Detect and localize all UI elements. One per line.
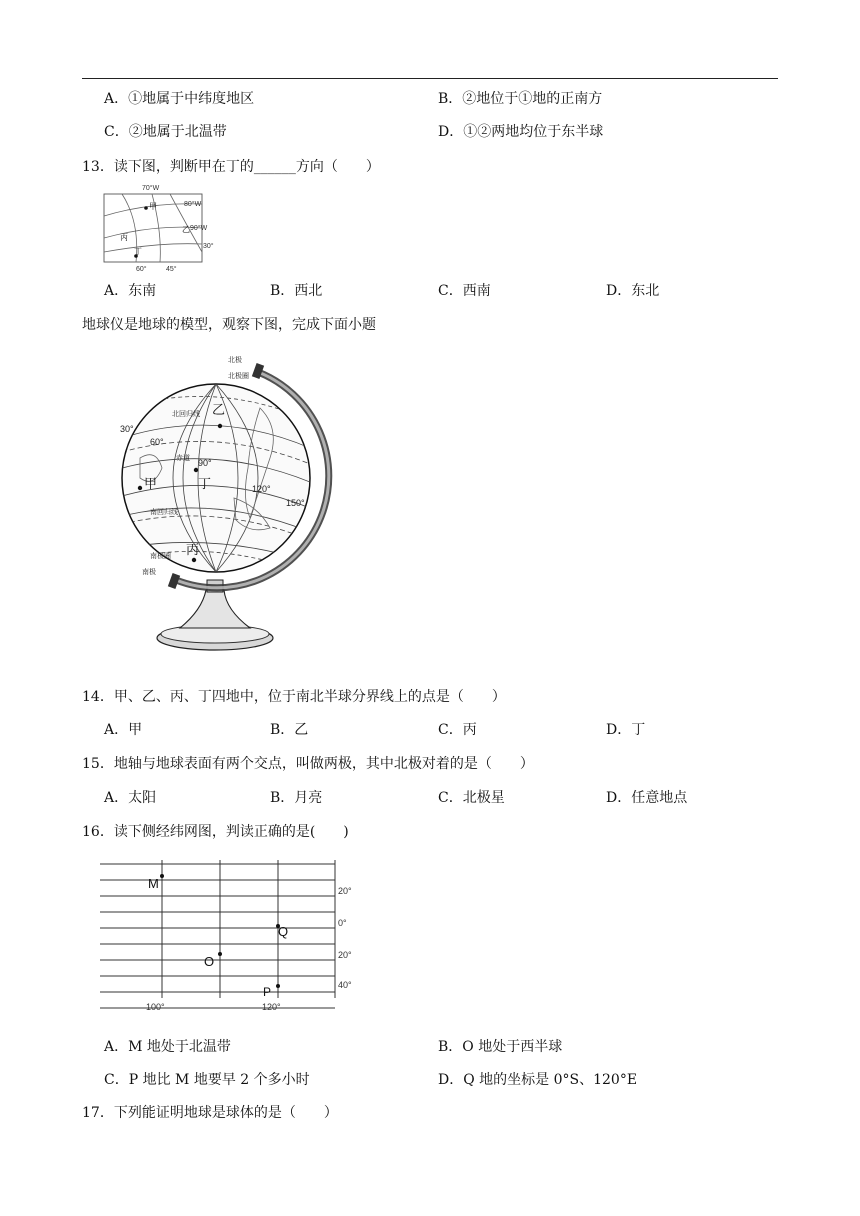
q16-option-a[interactable]: A．M 地处于北温带 bbox=[104, 1039, 231, 1055]
q16-label-m: M bbox=[148, 876, 159, 891]
q16-stem: 16．读下侧经纬网图，判读正确的是( ) bbox=[82, 824, 349, 840]
q16-label-q: Q bbox=[278, 924, 289, 939]
globe-label-tropic-s: 南回归线 bbox=[150, 509, 178, 516]
q12-option-b[interactable]: B．②地位于①地的正南方 bbox=[438, 91, 603, 107]
q14-option-d[interactable]: D．丁 bbox=[606, 722, 646, 738]
q14-stem: 14．甲、乙、丙、丁四地中，位于南北半球分界线上的点是（ ） bbox=[82, 689, 506, 705]
q15-option-a[interactable]: A．太阳 bbox=[104, 790, 157, 806]
q14-option-c[interactable]: C．丙 bbox=[438, 722, 477, 738]
q16-point-m bbox=[160, 874, 164, 878]
q13-label-bing: 丙 bbox=[120, 233, 128, 242]
globe-point-ding bbox=[194, 468, 198, 472]
q13-label-80w: 80°W bbox=[184, 201, 202, 208]
globe-label-90: 90° bbox=[198, 458, 212, 468]
q13-option-c[interactable]: C．西南 bbox=[438, 283, 491, 299]
q13-stem: 13．读下图，判断甲在丁的______方向（ ） bbox=[82, 159, 380, 175]
globe-point-jia bbox=[138, 486, 142, 490]
globe-label-north-pole: 北极 bbox=[228, 357, 242, 364]
globe-label-60: 60° bbox=[150, 437, 164, 447]
globe-label-yi: 乙 bbox=[212, 402, 226, 417]
q13-label-ding: 丁 bbox=[134, 247, 142, 256]
q16-point-o bbox=[218, 952, 222, 956]
globe-label-antarctic: 南极圈 bbox=[150, 553, 171, 560]
q13-label-yi: 乙 bbox=[182, 225, 190, 234]
q16-point-p bbox=[276, 984, 280, 988]
globe-label-ding: 丁 bbox=[198, 476, 212, 491]
globe-point-yi bbox=[218, 424, 222, 428]
globe-label-bing: 丙 bbox=[186, 542, 200, 557]
globe-label-tropic-n: 北回归线 bbox=[172, 411, 200, 418]
q13-option-b[interactable]: B．西北 bbox=[270, 283, 323, 299]
q12-option-d[interactable]: D．①②两地均位于东半球 bbox=[438, 124, 604, 140]
globe-label-arctic: 北极圈 bbox=[228, 373, 249, 380]
q15-option-b[interactable]: B．月亮 bbox=[270, 790, 323, 806]
q12-option-a[interactable]: A．①地属于中纬度地区 bbox=[104, 91, 255, 107]
globe-label-120: 120° bbox=[252, 484, 271, 494]
globe-point-bing bbox=[192, 558, 196, 562]
q17-stem: 17．下列能证明地球是球体的是（ ） bbox=[82, 1105, 338, 1121]
q16-label-p: P bbox=[263, 985, 272, 999]
q14-option-b[interactable]: B．乙 bbox=[270, 722, 309, 738]
globe-figure bbox=[110, 348, 340, 658]
q13-option-a[interactable]: A．东南 bbox=[104, 283, 157, 299]
globe-intro: 地球仪是地球的模型，观察下图，完成下面小题 bbox=[82, 317, 376, 333]
q13-option-d[interactable]: D．东北 bbox=[606, 283, 660, 299]
q16-label-lon100: 100° bbox=[146, 1002, 165, 1012]
q13-label-60: 60° bbox=[136, 266, 147, 273]
q14-option-a[interactable]: A．甲 bbox=[104, 722, 143, 738]
q13-label-90w: 90°W bbox=[190, 225, 208, 232]
q16-label-o: O bbox=[204, 954, 215, 969]
q16-label-lat20-bottom: 20° bbox=[338, 950, 352, 960]
q16-option-b[interactable]: B．O 地处于西半球 bbox=[438, 1039, 563, 1055]
q16-option-c[interactable]: C．P 地比 M 地要早 2 个多小时 bbox=[104, 1072, 310, 1088]
q13-graticule-figure bbox=[100, 182, 220, 274]
q16-label-lat0: 0° bbox=[338, 918, 347, 928]
q13-label-30: 30° bbox=[203, 243, 214, 250]
q16-label-lat40: 40° bbox=[338, 980, 352, 990]
globe-label-south-pole: 南极 bbox=[142, 569, 156, 576]
q16-label-lat20-top: 20° bbox=[338, 886, 352, 896]
q16-grid-figure bbox=[100, 856, 380, 1016]
q12-option-c[interactable]: C．②地属于北温带 bbox=[104, 124, 227, 140]
q13-label-jia: 甲 bbox=[149, 202, 157, 211]
q13-label-70w: 70°W bbox=[142, 185, 160, 192]
header-rule bbox=[82, 78, 778, 79]
q15-option-c[interactable]: C．北极星 bbox=[438, 790, 505, 806]
globe-label-jia: 甲 bbox=[144, 476, 158, 491]
q16-option-d[interactable]: D．Q 地的坐标是 0°S、120°E bbox=[438, 1072, 638, 1088]
q15-stem: 15．地轴与地球表面有两个交点，叫做两极，其中北极对着的是（ ） bbox=[82, 756, 534, 772]
globe-label-equator: 赤道 bbox=[176, 455, 190, 462]
q13-point-jia bbox=[144, 206, 148, 210]
globe-label-30: 30° bbox=[120, 424, 134, 434]
q13-label-45: 45° bbox=[166, 266, 177, 273]
q16-label-lon120: 120° bbox=[262, 1002, 281, 1012]
globe-label-150: 150° bbox=[286, 498, 305, 508]
q15-option-d[interactable]: D．任意地点 bbox=[606, 790, 688, 806]
